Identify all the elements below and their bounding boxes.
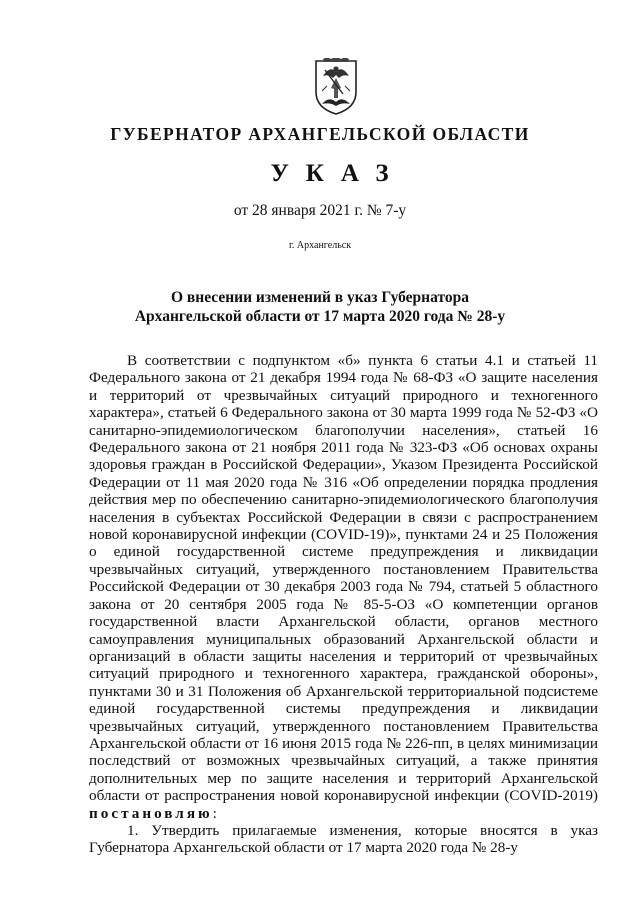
preamble-paragraph: [89, 352, 598, 822]
decree-word: постановляю: [89, 804, 213, 822]
issuing-authority: ГУБЕРНАТОР АРХАНГЕЛЬСКОЙ ОБЛАСТИ: [110, 124, 530, 144]
document-title: [0, 288, 640, 326]
document-title-line-2: Архангельской области от 17 марта 2020 года № 28-у: [134, 308, 506, 325]
preamble-text: В соответствии с подпунктом «б» пункта 6 статьи 4.1 и статьей 11 Федерального закона от 21 декабря 1994 года № 68-ФЗ «О защите населения и территорий от чрезвычайных ситуаций природного и техногенного характера», статьей 6 Федерального закона от 30 марта 1999 года № 52-ФЗ «О санитарно-эпидемиологическом благополучии населения», статьей 16 Федерального закона от 21 ноября 2011 года № 323-ФЗ «Об основах охраны здоровья граждан в Российской Федерации», Указом Президента Российской Федерации от 11 мая 2020 года № 316 «Об определении порядка продления действия мер по обеспечению санитарно-эпидемиологического благополучия населения в субъектах Российской Федерации в связи с распространением новой коронавирусной инфекции (COVID-19)», пунктами 24 и 25 Положения о единой государственной системе предупреждения и ликвидации чрезвычайных ситуаций, утвержденного постановлением Правительства Российской Федерации от 30 декабря 2003 года № 794, статьей 5 областного закона от 20 сентября 2005 года № 85-5-ОЗ «О компетенции органов государственной власти Архангельской области, органов местного самоуправления муниципальных образований Архангельской области и организаций в области защиты населения и территорий от чрезвычайных ситуаций природного и техногенного характера, гражданской обороны», пунктами 30 и 31 Положения об Архангельской территориальной подсистеме единой государственной системы предупреждения и ликвидации чрезвычайных ситуаций, утвержденного постановлением Правительства Архангельской области от 16 июня 2015 года № 226-пп, в целях минимизации последствий от возможных чрезвычайных ситуаций, а также принятия дополнительных мер по защите населения и территорий Архангельской области от распространения новой коронавирусной инфекции (COVID-2019): [89, 352, 598, 805]
item-1-paragraph: 1. Утвердить прилагаемые изменения, которые вносятся в указ Губернатора Архангельской области от 17 марта 2020 года № 28-у: [89, 821, 598, 857]
document-title-line-1: О внесении изменений в указ Губернатора: [171, 289, 469, 306]
document-type: УКАЗ: [270, 160, 406, 187]
document-body: [89, 352, 598, 857]
decree-colon: :: [212, 804, 217, 822]
coat-of-arms-emblem: [313, 58, 359, 116]
document-date-number: от 28 января 2021 г. № 7-у: [233, 202, 407, 219]
document-city: г. Архангельск: [288, 240, 352, 251]
